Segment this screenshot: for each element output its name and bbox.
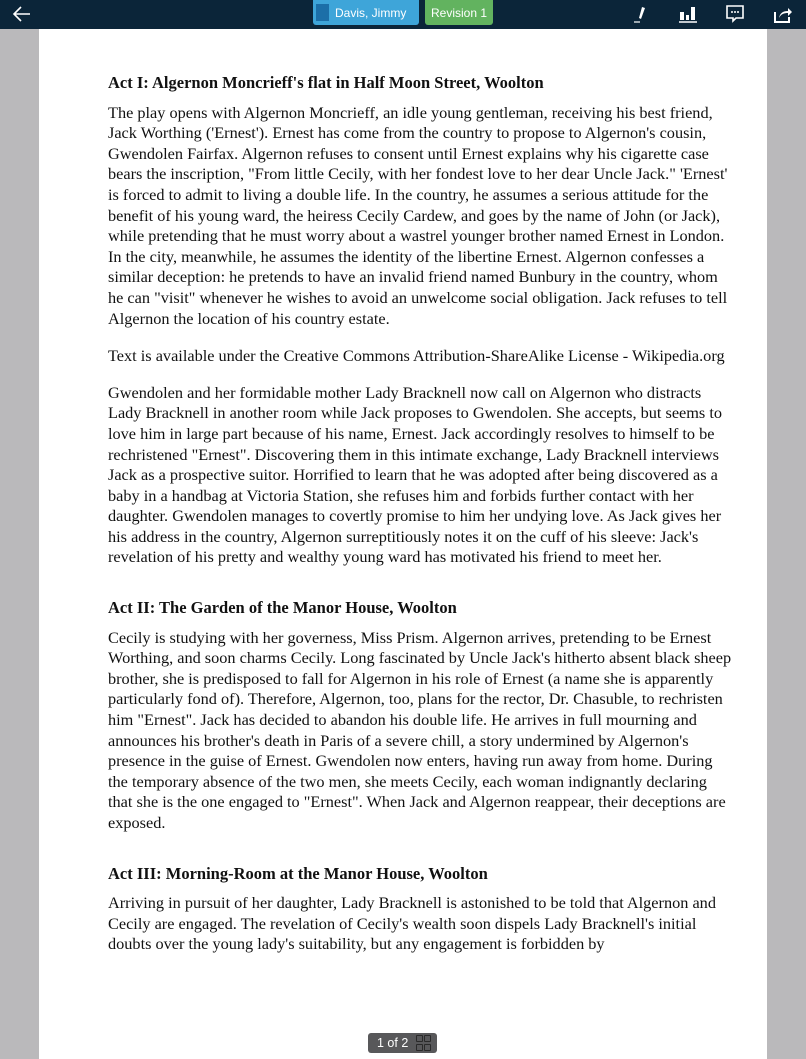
- avatar: [316, 4, 329, 21]
- comment-icon[interactable]: [724, 3, 746, 25]
- paragraph: Text is available under the Creative Commons Attribution-ShareAlike License - Wikipedia.org: [108, 345, 725, 365]
- paragraph: The play opens with Algernon Moncrieff, an idle young gentleman, receiving his best friend, Jack Worthing ('Ernest'). Ernest has come from the country to propose to Algernon's cousin, Gwendolen Fairfax. Algernon refuses to consent until Ernest explains why his cigarette case bears the inscription, "From little Cecily, with her fondest love to her dear Uncle Jack." 'Ernest' is forced to admit to living a double life. In the country, he assumes a serious attitude for the benefit of his young ward, the heiress Cecily Cardew, and goes by the name of John (or Jack), while pretending that he must worry about a wastrel younger brother named Ernest in London. In the city, meanwhile, he assumes the identity of the libertine Ernest. Algernon confesses a similar deception: he pretends to have an invalid friend named Bunbury in the country, whom he can "visit" whenever he wishes to avoid an unwelcome social obligation. Jack refuses to tell Algernon the location of his country estate.: [108, 102, 728, 328]
- pen-icon[interactable]: [630, 3, 652, 25]
- document-page: [39, 29, 767, 1059]
- document-content: [108, 73, 733, 971]
- top-bar: [0, 0, 806, 29]
- revision-label: Revision 1: [430, 5, 488, 20]
- paragraph: Gwendolen and her formidable mother Lady Bracknell now call on Algernon who distracts Lady Bracknell in another room while Jack proposes to Gwendolen. She accepts, but seems to love him in large part because of his name, Ernest. Jack accordingly resolves to himself to be rechristened "Ernest". Discovering them in this intimate exchange, Lady Bracknell interviews Jack as a prospective suitor. Horrified to learn that he was adopted after being discovered as a baby in a handbag at Victoria Station, she refuses him and forbids further contact with her daughter. Gwendolen manages to covertly promise to him her undying love. As Jack gives her his address in the country, Algernon surreptitiously notes it on the cuff of his sleeve: Jack's revelation of his pretty and wealthy young ward has motivated his friend to meet her.: [108, 382, 723, 567]
- arrow-left-icon[interactable]: [10, 2, 34, 26]
- user-button[interactable]: [313, 0, 419, 25]
- revision-button[interactable]: [425, 0, 493, 25]
- page-label: 1 of 2: [377, 1036, 409, 1050]
- page-indicator[interactable]: [368, 1033, 437, 1053]
- section-heading: Act I: Algernon Moncrieff's flat in Half Moon Street, Woolton: [108, 73, 544, 92]
- bar-chart-icon[interactable]: [677, 3, 699, 25]
- grid-view-icon[interactable]: [416, 1035, 430, 1051]
- paragraph: Arriving in pursuit of her daughter, Lady Bracknell is astonished to be told that Algernon and Cecily are engaged. The revelation of Cecily's wealth soon dispels Lady Bracknell's initial doubts over the young lady's suitability, but any engagement is forbidden by: [108, 893, 716, 954]
- section-heading: Act II: The Garden of the Manor House, Woolton: [108, 598, 457, 618]
- share-icon[interactable]: [771, 3, 793, 25]
- paragraph: Cecily is studying with her governess, Miss Prism. Algernon arrives, pretending to be Ernest Worthing, and soon charms Cecily. Long fascinated by Uncle Jack's hitherto absent black sheep brother, she is predisposed to fall for Algernon in his role of Ernest (a name she is apparently particularly fond of). Therefore, Algernon, too, plans for the rector, Dr. Chasuble, to rechristen him "Ernest". Jack has decided to abandon his double life. He arrives in full mourning and announces his brother's death in Paris of a severe chill, a story undermined by Algernon's presence in the guise of Ernest. Gwendolen now enters, having run away from home. During the temporary absence of the two men, she meets Cecily, each woman indignantly declaring that she is the one engaged to "Ernest". When Jack and Algernon reappear, their deceptions are exposed.: [108, 627, 732, 832]
- section-heading: Act III: Morning-Room at the Manor House, Woolton: [108, 863, 488, 883]
- user-name: Davis, Jimmy: [335, 5, 407, 20]
